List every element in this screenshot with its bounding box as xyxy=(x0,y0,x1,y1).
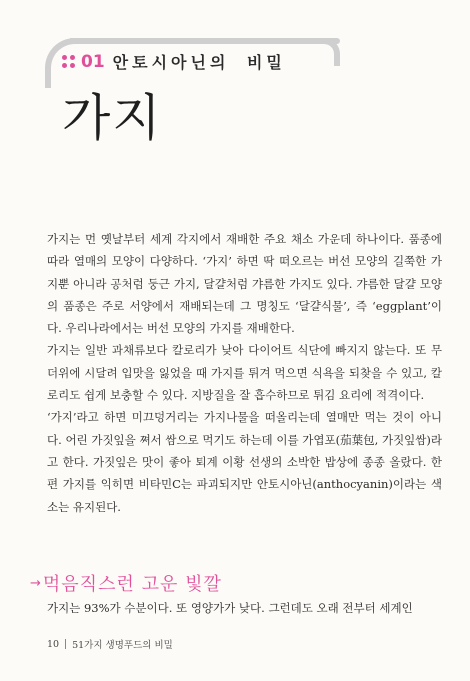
section-title: 먹음직스런 고운 빛깔 xyxy=(42,574,222,595)
dot xyxy=(62,55,67,60)
dot xyxy=(70,55,75,60)
footer-divider xyxy=(65,639,66,649)
paragraph: 가지는 먼 옛날부터 세계 각지에서 재배한 주요 채소 가운데 하나이다. 품종에 따라 열매의 모양이 다양하다. ‘가지’ 하면 딱 떠오르는 버선 모양의 길쭉한 가지뿐 아니라 공처럼 둥근 가지, 달걀처럼 갸름한 가지도 있다. 갸름한 달걀 모양의 품종은 주로 서양에서 재배되는데 그 명칭도 ‘달걀식물’, 즉 ‘eggplant’이다. 우리나라에서는 버선 모양의 가지를 재배한다. xyxy=(47,232,442,336)
chapter-title: 안토시아닌의 비밀 xyxy=(112,53,286,72)
dots-icon xyxy=(62,55,75,68)
section-heading xyxy=(30,570,222,596)
section-text: 가지는 93%가 수분이다. 또 영양가가 낮다. 그런데도 오래 전부터 세계인 xyxy=(47,601,413,615)
chapter-number: 01 xyxy=(81,51,105,72)
body-text xyxy=(47,228,442,518)
chapter-frame-top xyxy=(70,38,340,44)
dot xyxy=(62,63,67,68)
page-footer xyxy=(47,637,173,651)
paragraph: 가지는 일반 과채류보다 칼로리가 낮아 다이어트 식단에 빠지지 않는다. 또 무더위에 시달려 입맛을 잃었을 때 가지를 튀겨 먹으면 식욕을 되찾을 수 있고, 칼로리도 쉽게 보충할 수 있다. 지방질을 잘 흡수하므로 튀김 요리에 적격이다. xyxy=(47,343,442,403)
page-number: 10 xyxy=(47,638,60,650)
chapter-heading xyxy=(62,50,286,73)
page-title: 가지 xyxy=(62,89,163,147)
arrow-icon: → xyxy=(30,575,41,591)
book-title: 51가지 생명푸드의 비밀 xyxy=(72,640,173,651)
dot xyxy=(70,63,75,68)
paragraph: ‘가지’라고 하면 미끄덩거리는 가지나물을 떠올리는데 열매만 먹는 것이 아니다. 어린 가짓잎을 쪄서 쌈으로 먹기도 하는데 이를 가엽포(茄葉包, 가짓잎쌈)라고 한다. 가짓잎은 맛이 좋아 퇴계 이황 선생의 소박한 밥상에 종종 올랐다. 한편 가지를 익히면 비타민C는 파괴되지만 안토시아닌(anthocyanin)이라는 색소는 유지된다. xyxy=(47,410,442,514)
